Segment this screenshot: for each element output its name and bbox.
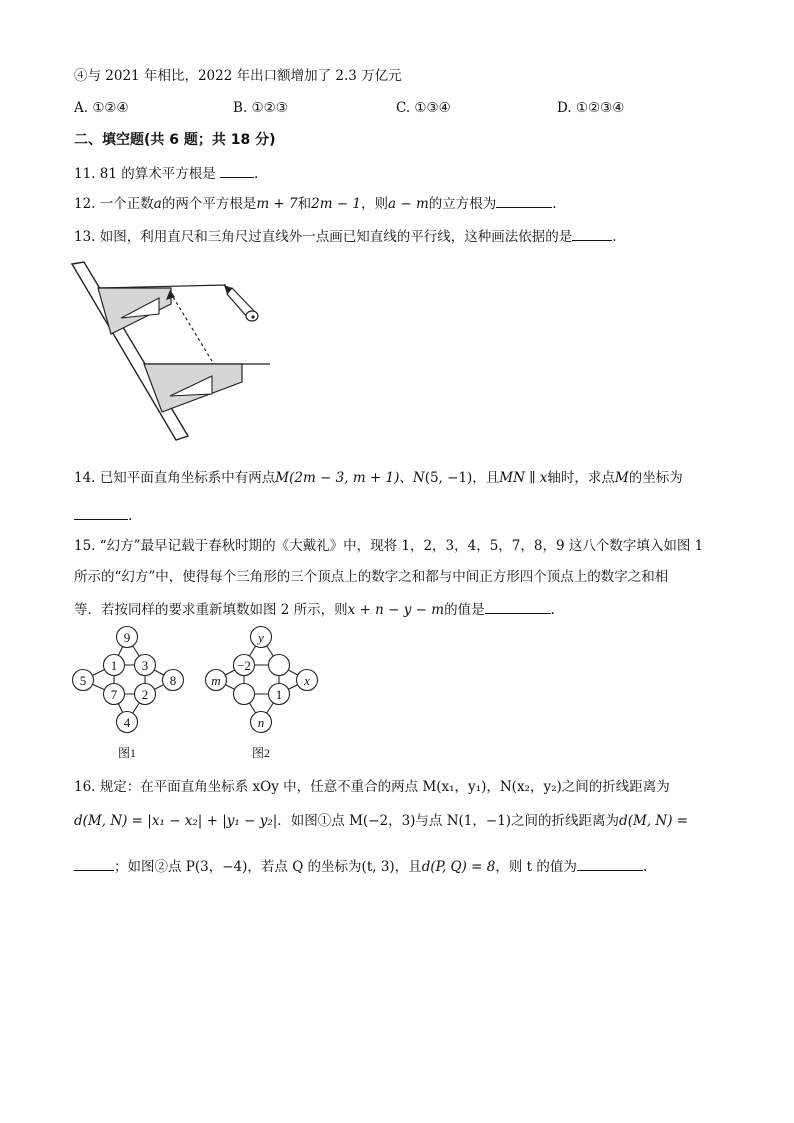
q12-p4: ，则 xyxy=(361,196,388,212)
q14-mc: (2m − 3, m + 1) xyxy=(289,470,400,486)
question-13 xyxy=(74,226,617,246)
q14-nc: (5, −1) xyxy=(424,470,473,486)
q14-p3: 轴时，求点 xyxy=(547,470,615,486)
q16-l2b: ．如图①点 M(−2，3)与点 N(1，−1)之间的折线距离为 xyxy=(277,813,620,829)
q11-text: 11. 81 的算术平方根是 xyxy=(74,166,216,182)
q15-line1: 15. “幻方”最早记载于春秋时期的《大戴礼》中，现将 1，2，3，4，5，7，8，9 这八个数字填入如图 1 xyxy=(74,538,704,554)
q14-M2: M xyxy=(614,470,629,486)
q15-expr: x + n − y − m xyxy=(347,602,445,618)
question-11 xyxy=(74,163,258,183)
q14-end: . xyxy=(128,508,133,524)
q12-p5: 的立方根为 xyxy=(428,196,497,212)
q13-answer-blank[interactable] xyxy=(572,226,612,241)
fig2-sq-tl: −2 xyxy=(237,658,251,673)
pencil-icon xyxy=(224,285,258,321)
magic-square-figure-1 xyxy=(66,624,192,764)
fig1-bottom: 4 xyxy=(123,715,131,730)
magic-square-figure-2 xyxy=(200,624,326,764)
q12-p1: 12. 一个正数 xyxy=(74,196,154,212)
q16-line1: 16. 规定：在平面直角坐标系 xOy 中，任意不重合的两点 M(x₁，y₁)，N(x₂，y₂)之间的折线距离为 xyxy=(74,779,670,795)
q15-answer-blank[interactable] xyxy=(485,599,551,614)
q15-l3a: 等．若按同样的要求重新填数如图 2 所示，则 xyxy=(74,602,348,618)
q16-line2 xyxy=(74,812,688,830)
q14-M: M xyxy=(275,470,290,486)
q16-formula: d(M, N) = |x₁ − x₂| + |y₁ − y₂| xyxy=(74,813,278,829)
fig2-left: m xyxy=(211,673,221,688)
section-heading: 二、填空题(共 6 题；共 18 分) xyxy=(74,132,276,148)
option-b[interactable]: B. ①②③ xyxy=(233,100,288,116)
q12-end: . xyxy=(552,196,557,212)
dashed-path xyxy=(170,292,212,361)
q14-p4: 的坐标为 xyxy=(628,470,683,486)
q15-end: . xyxy=(550,602,555,618)
q13-ruler-figure xyxy=(66,256,276,446)
q14-answer-line xyxy=(74,505,132,525)
q14-MN: MN xyxy=(499,470,525,486)
q14-x: x xyxy=(539,470,548,486)
q14-p2: ，且 xyxy=(472,470,500,486)
q12-e2: 2m − 1 xyxy=(311,196,361,212)
fig2-top: y xyxy=(258,630,264,645)
q16-formula2: d(M, N) = xyxy=(619,813,689,829)
fig2-right: x xyxy=(304,673,310,688)
q15-line2: 所示的“幻方”中，使得每个三角形的三个顶点上的数字之和都与中间正方形四个顶点上的数字之和相 xyxy=(74,569,669,585)
fig1-left: 5 xyxy=(79,673,87,688)
q15-l3b: 的值是 xyxy=(444,602,485,618)
q16-end: . xyxy=(642,859,648,875)
fig1-sq-br: 2 xyxy=(141,687,149,702)
q11-end: . xyxy=(254,166,259,182)
q16-line3 xyxy=(74,856,647,876)
fig1-right: 8 xyxy=(169,673,177,688)
q14-N: N xyxy=(412,470,425,486)
q16-answer-blank-1[interactable] xyxy=(74,856,114,871)
option-4-statement: ④与 2021 年相比，2022 年出口额增加了 2.3 万亿元 xyxy=(74,68,402,84)
q16-answer-blank-2[interactable] xyxy=(577,856,643,871)
option-d[interactable]: D. ①②③④ xyxy=(557,100,625,116)
fig2-caption: 图2 xyxy=(251,746,271,760)
q12-e3: a − m xyxy=(388,196,429,212)
q15-line3 xyxy=(74,599,555,619)
q14-answer-blank[interactable] xyxy=(74,505,128,520)
q13-end: . xyxy=(612,229,617,245)
q16-formula3: d(P, Q) = 8 xyxy=(421,859,496,875)
fig2-bottom: n xyxy=(257,715,265,730)
fig1-sq-bl: 7 xyxy=(110,687,118,702)
q13-text: 13. 如图，利用直尺和三角尺过直线外一点画已知直线的平行线，这种画法依据的是 xyxy=(74,229,573,245)
q14-par: ∥ xyxy=(524,470,540,486)
q16-l3b: ，则 t 的值为 xyxy=(495,859,577,875)
q12-p2: 的两个平方根是 xyxy=(161,196,257,212)
question-12 xyxy=(74,193,557,213)
q14-p1: 14. 已知平面直角坐标系中有两点 xyxy=(74,470,276,486)
q12-p3: 和 xyxy=(297,196,312,212)
q12-answer-blank[interactable] xyxy=(496,193,552,208)
option-c[interactable]: C. ①③④ xyxy=(396,100,451,116)
q11-answer-blank[interactable] xyxy=(220,163,254,178)
q16-l3a: ；如图②点 P(3，−4)，若点 Q 的坐标为(t, 3)，且 xyxy=(114,859,422,875)
question-14 xyxy=(74,469,683,487)
q12-a: a xyxy=(153,196,162,212)
q12-e1: m + 7 xyxy=(256,196,298,212)
fig1-sq-tl: 1 xyxy=(110,658,118,673)
q14-sep: 、 xyxy=(399,470,413,486)
fig1-sq-tr: 3 xyxy=(141,658,149,673)
fig2-sq-br: 1 xyxy=(275,687,283,702)
fig1-caption: 图1 xyxy=(117,746,137,760)
option-a[interactable]: A. ①②④ xyxy=(74,100,129,116)
fig1-top: 9 xyxy=(123,630,131,645)
